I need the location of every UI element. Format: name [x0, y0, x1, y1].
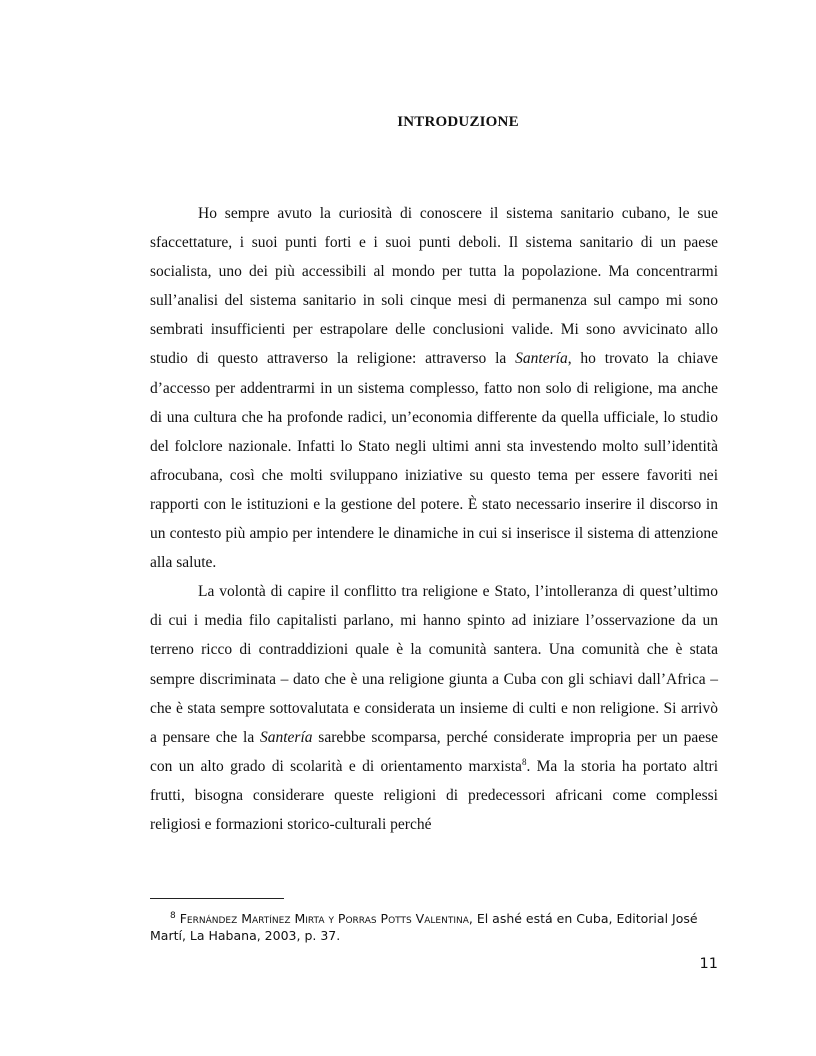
- footnote-citation: , El ashé está en Cuba, Editorial José Martí, La Habana, 2003, p. 37.: [150, 911, 698, 943]
- footnote: [150, 910, 718, 944]
- page-number: 11: [699, 956, 718, 972]
- paragraph-1-text-a: Ho sempre avuto la curiosità di conoscere il sistema sanitario cubano, le sue sfaccettature, i suoi punti forti e i suoi punti deboli. Il sistema sanitario di un paese socialista, uno dei più accessibili al mondo per tutta la popolazione. Ma concentrarmi sull’analisi del sistema sanitario in soli cinque mesi di permanenza sul campo mi sono sembrati insufficienti per estrapolare delle conclusioni valide. Mi sono avvicinato allo studio di questo attraverso la religione: attraverso la: [150, 205, 718, 368]
- page-title: INTRODUZIONE: [397, 114, 519, 130]
- paragraph-1-italic-term: Santería: [515, 350, 568, 368]
- paragraph-2: [150, 577, 718, 839]
- paragraph-2-text-c: . Ma la storia ha portato altri frutti, bisogna considerare queste religioni di predecessori africani come complessi religiosi e formazioni storico-culturali perché: [150, 757, 719, 833]
- footnote-divider: [150, 898, 284, 899]
- paragraph-2-text-b: sarebbe scomparsa, perché considerate impropria per un paese con un alto grado di scolarità e di orientamento marxista: [150, 728, 718, 775]
- footnote-authors: Fernández Martínez Mirta y Porras Potts Valentina: [179, 911, 469, 926]
- body-text: [150, 199, 718, 839]
- footnote-number: 8: [170, 910, 176, 921]
- paragraph-2-text-a: La volontà di capire il conflitto tra religione e Stato, l’intolleranza di quest’ultimo di cui i media filo capitalisti parlano, mi hanno spinto ad iniziare l’osservazione da un terreno ricco di contraddizioni quale è la comunità santera. Una comunità che è stata sempre discriminata – dato che è una religione giunta a Cuba con gli schiavi dall’Africa – che è stata sempre sottovalutata e considerata un insieme di culti e non religione. Si arrivò a pensare che la: [150, 583, 718, 746]
- paragraph-2-italic-term: Santería: [259, 728, 313, 746]
- paragraph-1: [150, 199, 718, 577]
- paragraph-1-text-b: , ho trovato la chiave d’accesso per addentrarmi in un sistema complesso, fatto non solo di religione, ma anche di una cultura che ha profonde radici, un’economia differente da quella ufficiale, lo studio del folclore nazionale. Infatti lo Stato negli ultimi anni sta investendo molto sull’identità afrocubana, così che molti sviluppano iniziative su questo tema per essere favoriti nei rapporti con le istituzioni e la gestione del potere. È stato necessario inserire il discorso in un contesto più ampio per intendere le dinamiche in cui si inserisce il sistema di attenzione alla salute.: [150, 350, 718, 572]
- footnote-reference: 8: [521, 756, 527, 767]
